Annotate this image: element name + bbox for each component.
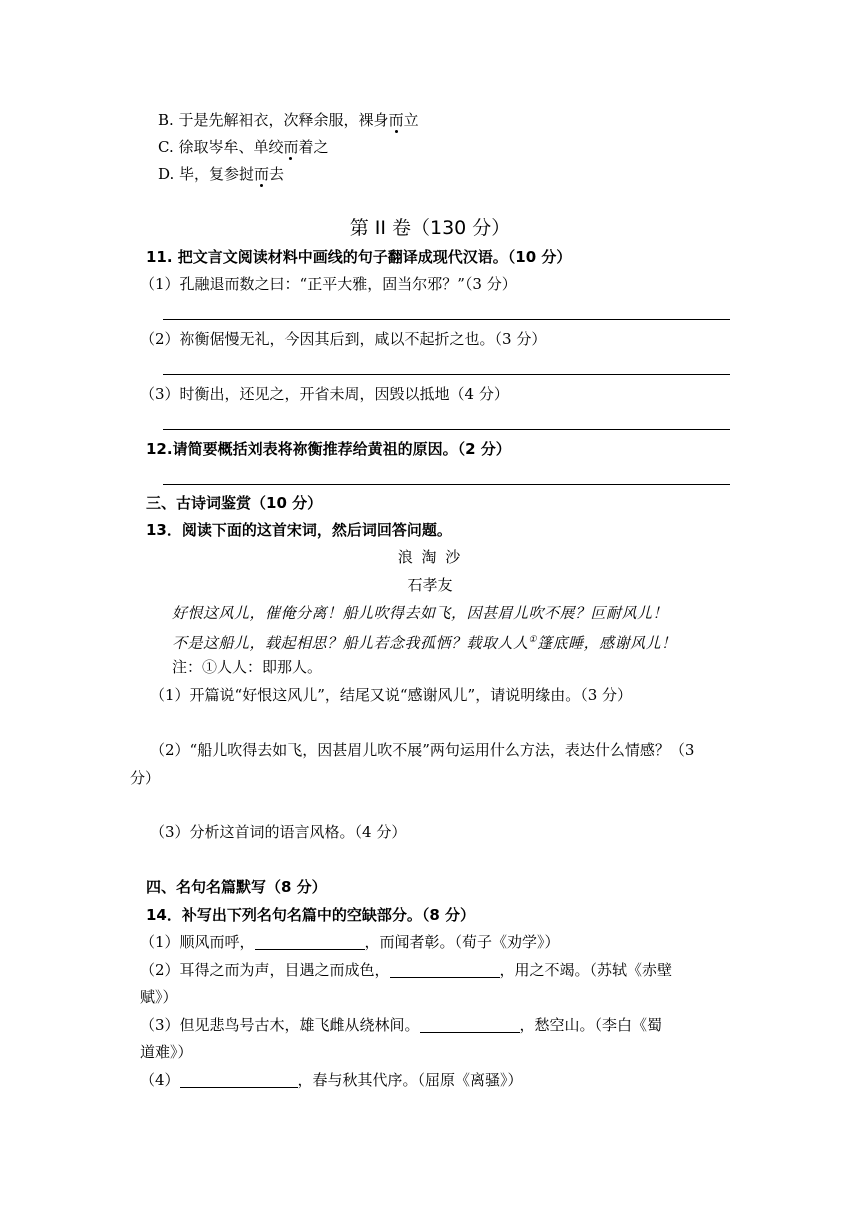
question-12-title: 12.请简要概括刘表将祢衡推荐给黄祖的原因。（2 分） xyxy=(146,440,511,458)
answer-line xyxy=(163,484,730,485)
question-11-part-1: （1）孔融退而数之曰：“正平大雅，固当尔邪？”（3 分） xyxy=(140,275,517,293)
item-2-start: （2）耳得之而为声，目遇之而成色， xyxy=(140,961,390,979)
poem-note: 注：①人人：即那人。 xyxy=(172,658,323,676)
item-4-end: ，春与秋其代序。（屈原《离骚》） xyxy=(297,1071,523,1089)
answer-line xyxy=(163,429,730,430)
question-13-part-3: （3）分析这首词的语言风格。（4 分） xyxy=(150,823,407,841)
item-4-start: （4） xyxy=(140,1071,180,1089)
item-1-end: ，而闻者彰。（荀子《劝学》） xyxy=(364,933,560,951)
answer-line xyxy=(163,319,730,320)
option-c-text: C. 徐取岑牟、单绞 xyxy=(158,138,284,156)
option-c-tail: 着之 xyxy=(298,138,329,156)
question-14-item-2-wrap: 赋》） xyxy=(140,988,178,1006)
poem-line-2 xyxy=(172,629,677,654)
fill-blank[interactable] xyxy=(255,933,365,950)
question-13-part-1: （1）开篇说“好恨这风儿”，结尾又说“感谢风儿”，请说明缘由。（3 分） xyxy=(150,686,633,704)
question-14-title: 14．补写出下列名句名篇中的空缺部分。（8 分） xyxy=(146,906,476,924)
poem-line-1: 好恨这风儿，催俺分离！船儿吹得去如飞，因甚眉儿吹不展？叵耐风儿！ xyxy=(172,604,669,622)
option-b-dotted-char: 而 xyxy=(388,111,404,129)
option-d xyxy=(158,163,284,185)
item-3-end: ，愁空山。（李白《蜀 xyxy=(519,1016,663,1034)
question-13-title: 13．阅读下面的这首宋词，然后词回答问题。 xyxy=(146,521,452,539)
item-1-start: （1）顺风而呼， xyxy=(140,933,255,951)
option-d-dotted-char: 而 xyxy=(254,165,270,183)
option-d-text: D. 毕，复参挝 xyxy=(158,165,255,183)
fill-blank[interactable] xyxy=(180,1071,298,1088)
fill-blank[interactable] xyxy=(390,961,500,978)
question-14-item-3 xyxy=(140,1014,662,1036)
option-c-dotted-char: 而 xyxy=(283,138,299,156)
answer-line xyxy=(163,374,730,375)
poem-author: 石孝友 xyxy=(407,576,453,594)
item-2-end: ，用之不竭。（苏轼《赤壁 xyxy=(499,961,673,979)
poem-title: 浪 淘 沙 xyxy=(397,548,463,566)
footnote-marker: ① xyxy=(528,635,538,645)
section-3-heading: 三、古诗词鉴赏（10 分） xyxy=(146,494,323,512)
option-b-tail: 立 xyxy=(403,111,419,129)
option-b-text: B. 于是先解衵衣，次释余服，裸身 xyxy=(158,111,389,129)
question-14-item-3-wrap: 道难》） xyxy=(140,1043,193,1061)
question-13-part-2: （2）“船儿吹得去如飞，因甚眉儿吹不展”两句运用什么方法，表达什么情感？（3 xyxy=(150,741,695,759)
question-14-item-4 xyxy=(140,1069,523,1091)
question-11-part-3: （3）时衡出，还见之，开省未周，因毁以抵地（4 分） xyxy=(140,385,509,403)
question-13-part-2-wrap: 分） xyxy=(130,769,161,787)
option-d-tail: 去 xyxy=(269,165,285,183)
section-title: 第 II 卷（130 分） xyxy=(349,217,511,239)
option-b xyxy=(158,109,419,131)
section-4-heading: 四、名句名篇默写（8 分） xyxy=(146,878,327,896)
question-14-item-1 xyxy=(140,931,560,953)
question-11-part-2: （2）祢衡倨慢无礼，今因其后到，咸以不起折之也。（3 分） xyxy=(140,330,547,348)
poem-line-2-end: 篷底睡，感谢风儿！ xyxy=(537,634,677,652)
question-11-title: 11. 把文言文阅读材料中画线的句子翻译成现代汉语。（10 分） xyxy=(146,248,572,266)
fill-blank[interactable] xyxy=(420,1016,520,1033)
option-c xyxy=(158,136,329,158)
item-3-start: （3）但见悲鸟号古木，雄飞雌从绕林间。 xyxy=(140,1016,420,1034)
poem-line-2-start: 不是这船儿，载起相思？船儿若念我孤恓？载取人人 xyxy=(172,634,529,652)
question-14-item-2 xyxy=(140,959,672,981)
